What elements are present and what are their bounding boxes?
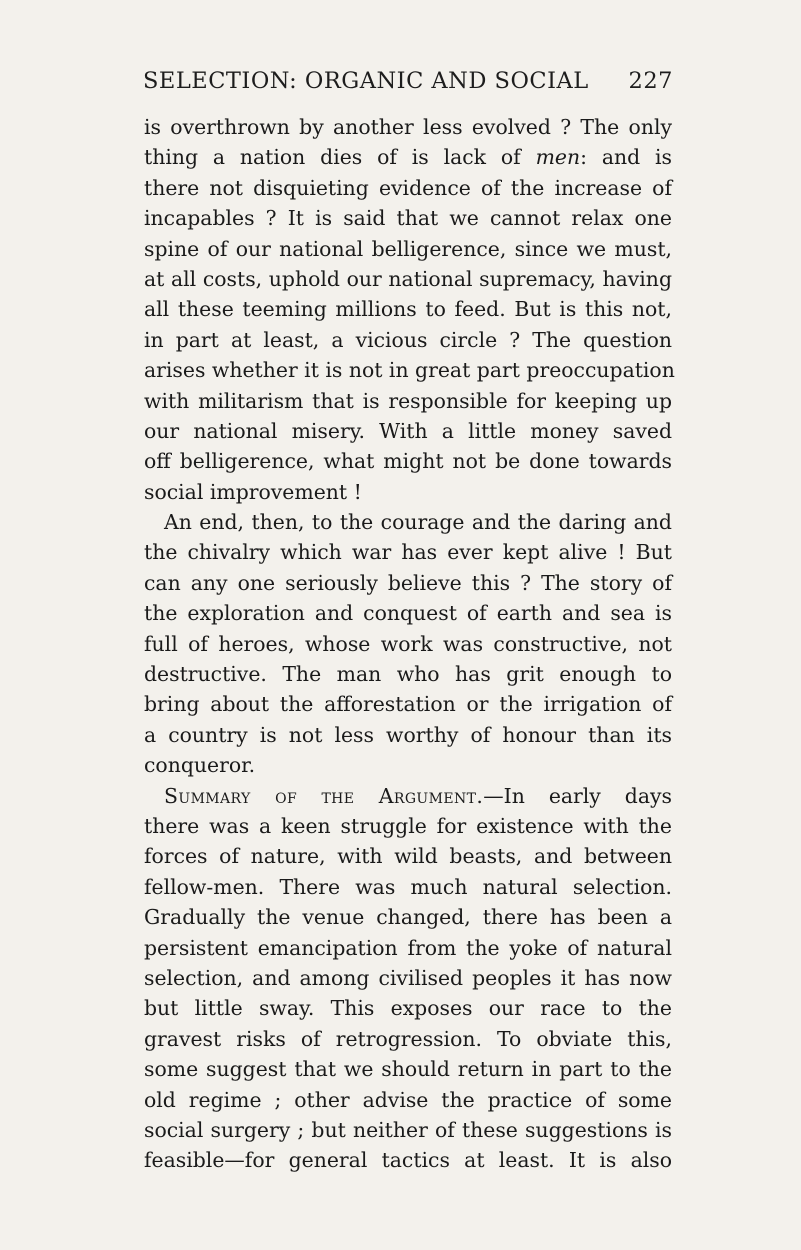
text-line: social improvement !	[144, 479, 362, 504]
text-span: thing a nation dies of is lack of	[144, 145, 521, 170]
text-line: off belligerence, what might not be done towards	[144, 449, 672, 474]
text-line: a country is not less worthy of honour than its	[144, 722, 672, 747]
summary-heading: Summary of the Argument.	[164, 783, 484, 808]
text-line	[144, 142, 672, 172]
text-line: forces of nature, with wild beasts, and between	[144, 844, 672, 869]
text-span: —In early days	[483, 783, 672, 808]
body-text	[144, 112, 675, 1176]
text-line: there was a keen struggle for existence with the	[144, 813, 672, 838]
text-line: all these teeming millions to feed. But is this not,	[144, 297, 672, 322]
text-line: Gradually the venue changed, there has been a	[144, 905, 672, 930]
text-line: social surgery ; but neither of these suggestions is	[144, 1117, 672, 1142]
running-head	[143, 68, 673, 94]
page-number: 227	[628, 68, 673, 94]
text-line: selection, and among civilised peoples it has now	[144, 965, 672, 990]
emphasis-men: men	[535, 145, 581, 170]
text-line: An end, then, to the courage and the daring and	[164, 510, 672, 535]
text-line: in part at least, a vicious circle ? The question	[144, 327, 672, 352]
text-line: conqueror.	[144, 753, 256, 778]
text-line: is overthrown by another less evolved ? The only	[144, 115, 672, 139]
text-line: feasible—for general tactics at least. It is also	[144, 1148, 672, 1173]
text-line: destructive. The man who has grit enough to	[144, 662, 672, 687]
text-line: but little sway. This exposes our race to the	[144, 996, 672, 1021]
text-line: full of heroes, whose work was constructive, not	[144, 631, 672, 656]
text-line: at all costs, uphold our national supremacy, having	[144, 266, 672, 291]
running-head-title: SELECTION: ORGANIC AND SOCIAL	[143, 68, 589, 94]
text-line: the chivalry which war has ever kept alive ! But	[144, 540, 672, 565]
text-line: with militarism that is responsible for keeping up	[144, 388, 672, 413]
text-line	[144, 781, 672, 811]
text-line: the exploration and conquest of earth and sea is	[144, 601, 672, 626]
text-line: fellow-men. There was much natural selection.	[144, 874, 672, 899]
text-line: can any one seriously believe this ? The story of	[144, 570, 672, 595]
text-line: arises whether it is not in great part preoccupation	[144, 358, 675, 383]
text-line: old regime ; other advise the practice of some	[144, 1087, 672, 1112]
text-line: persistent emancipation from the yoke of natural	[144, 935, 672, 960]
text-line: incapables ? It is said that we cannot relax one	[144, 206, 672, 231]
text-line: spine of our national belligerence, since we must,	[144, 236, 672, 261]
text-line: some suggest that we should return in part to the	[144, 1057, 672, 1082]
text-line: there not disquieting evidence of the increase of	[144, 175, 672, 200]
text-line: our national misery. With a little money saved	[144, 418, 672, 443]
text-line: gravest risks of retrogression. To obviate this,	[144, 1026, 672, 1051]
text-span: : and is	[580, 145, 672, 170]
text-line: bring about the afforestation or the irrigation of	[144, 692, 672, 717]
